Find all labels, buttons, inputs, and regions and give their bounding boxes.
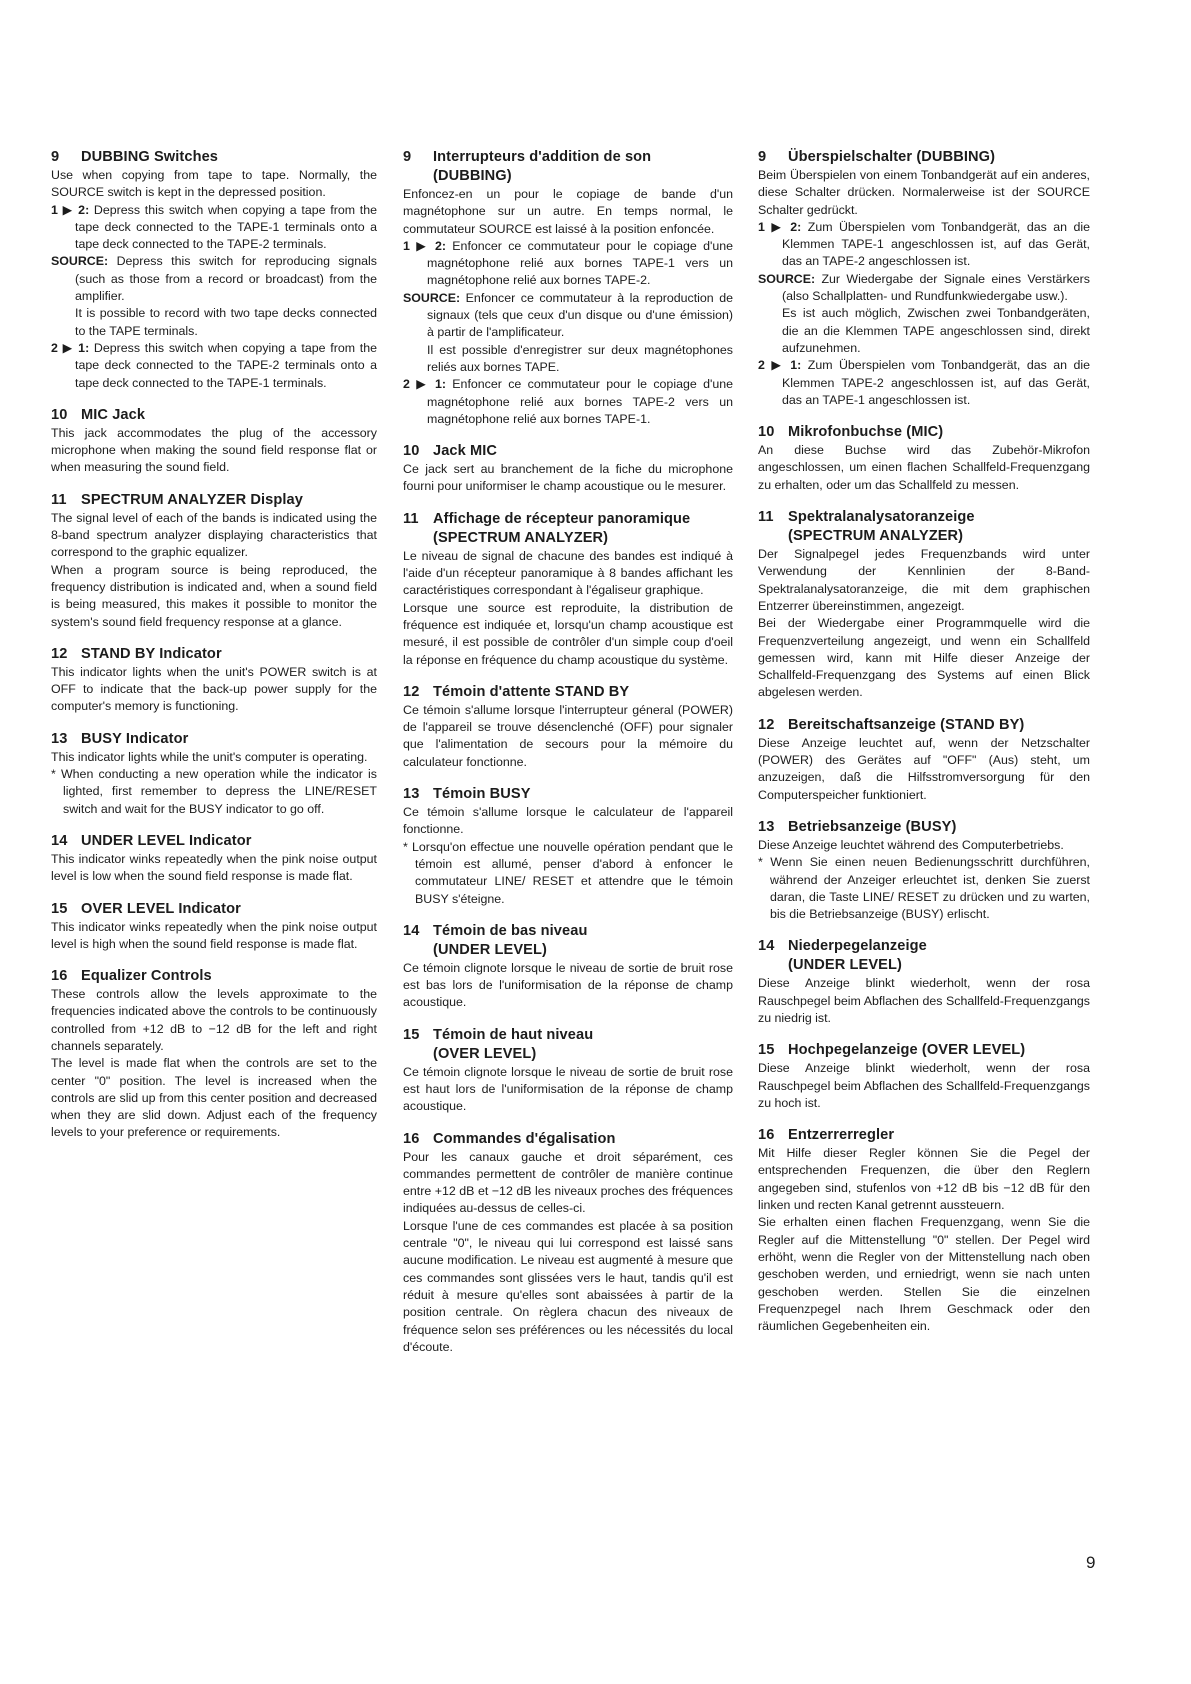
section-under-level <box>51 832 377 886</box>
section-heading: 16 Entzerrerregler <box>758 1127 895 1144</box>
section-heading: 11 Spektralanalysatoranzeige (SPECTRUM ANALYZER) <box>758 509 975 545</box>
section-body: These controls allow the levels approximate to the frequencies indicated above the controls to be continuously controlled from +12 dB to −12 dB for the left and right channels separately. <box>51 987 377 1053</box>
section-body: Ce témoin clignote lorsque le niveau de sortie de bruit rose est bas lors de l'uniformisation de la réponse de champ acoustique. <box>403 960 733 1010</box>
section-over-level <box>51 900 377 954</box>
section-standby-indicator <box>51 645 377 716</box>
section-under-level <box>758 937 1090 1027</box>
section-heading: 13 Témoin BUSY <box>403 786 531 803</box>
section-note: * When conducting a new operation while the indicator is lighted, first remember to depress the LINE/RESET switch and wait for the BUSY indicator to go off. <box>51 767 377 816</box>
section-note: * Wenn Sie einen neuen Bedienungsschritt durchführen, während der Anzeiger erleuchtet ist, denken Sie zuerst daran, die Taste LINE/ RESET zu drücken und zu warten, bis die Betriebsanzeige (BUSY) erlischt. <box>758 855 1090 922</box>
section-equalizer-controls <box>758 1126 1090 1335</box>
item-1-to-2: 1 ▶ 2: Depress this switch when copying a tape from the tape deck connected to the TAPE-1 terminals onto a tape deck connected to the TAPE-2 terminals. <box>51 202 377 252</box>
section-spectrum-analyzer <box>403 510 733 669</box>
section-body: Sie erhalten einen flachen Frequenzgang, wenn Sie die Regler auf die Mittenstellung "0" stellen. Der Pegel wird erhöht, wenn die Regler von der Mittenstellung nach oben geschoben werden, und erniedrigt, wenn sie nach unten geschoben werden. Stellen Sie die einzelnen Frequenzpegel nach Ihrem Geschmack oder den räumlichen Gegebenheiten ein. <box>758 1215 1090 1334</box>
section-body: Bei der Wiedergabe einer Programmquelle wird die Frequenzverteilung angezeigt, und wenn ein Schallfeld gemessen wird, kann mit Hilfe dieser Anzeige der Schallfeld-Frequenzgang des Systems auf einen Blick abgelesen werden. <box>758 616 1090 700</box>
section-mic-jack <box>51 406 377 477</box>
section-intro: Enfoncez-en un pour le copiage de bande d'un magnétophone sur un autre. En temps normal, le commutateur SOURCE est laissé à la position enfoncée. <box>403 187 733 236</box>
section-note: * Lorsqu'on effectue une nouvelle opération pendant que le témoin est allumé, penser d'abord à enfoncer le commutateur LINE/ RESET et attendre que le témoin BUSY s'éteigne. <box>403 839 733 906</box>
section-over-level <box>758 1041 1090 1112</box>
section-heading: 10 MIC Jack <box>51 406 146 423</box>
section-body: Le niveau de signal de chacune des bandes est indiqué à l'aide d'un récepteur panoramique à 8 bandes affichant les caractéristiques correspondant à l'égaliseur graphique. <box>403 548 733 598</box>
section-body: This indicator lights while the unit's computer is operating. <box>51 749 368 764</box>
section-body: Diese Anzeige blinkt wiederholt, wenn der rosa Rauschpegel beim Abflachen des Schallfeld-Frequenzgangs zu hoch ist. <box>758 1061 1090 1110</box>
section-body: Mit Hilfe dieser Regler können Sie die Pegel der entsprechenden Frequenzen, die über den Reglern angegeben sind, stufenlos von +12 dB bis −12 dB für den linken und recten Kanal getrennt aussteuern. <box>758 1146 1090 1213</box>
column-english <box>51 148 377 1156</box>
section-heading: 15 Hochpegelanzeige (OVER LEVEL) <box>758 1042 1026 1059</box>
section-heading: 15 Témoin de haut niveau (OVER LEVEL) <box>403 1026 594 1062</box>
item-source-note: Il est possible d'enregistrer sur deux magnétophones reliés aux bornes TAPE. <box>427 342 733 374</box>
section-dubbing-switches <box>51 148 377 392</box>
section-body: Ce témoin clignote lorsque le niveau de sortie de bruit rose est haut lors de l'uniformisation de la réponse de champ acoustique. <box>403 1064 733 1114</box>
section-heading: 10 Mikrofonbuchse (MIC) <box>758 424 944 441</box>
section-spectrum-analyzer <box>758 508 1090 702</box>
item-2-to-1: 2 ▶ 1: Enfoncer ce commutateur pour le copiage d'une magnétophone relié aux bornes TAPE-2 vers un magnétophone relié aux bornes TAPE-1. <box>403 377 733 426</box>
section-heading: 14 UNDER LEVEL Indicator <box>51 832 252 849</box>
section-body: Diese Anzeige leuchtet auf, wenn der Netzschalter (POWER) des Gerätes auf "OFF" (Aus) steht, um anzuzeigen, daß die Hilfsstromversorgung für den Computerspeicher funktioniert. <box>758 735 1090 802</box>
item-source: SOURCE: Depress this switch for reproducing signals (such as those from a record or broadcast) from the amplifier. <box>51 254 377 304</box>
section-dubbing-switches <box>403 148 733 428</box>
section-body: When a program source is being reproduced, the frequency distribution is indicated and, when a sound field is being measured, this makes it possible to monitor the system's sound field frequency response at a glance. <box>51 562 377 629</box>
section-body: Pour les canaux gauche et droit séparément, ces commandes permettent de contrôler de manière continue entre +12 dB et −12 dB les niveaux proches des fréquences indiquées au-dessus de celles-ci. <box>403 1149 733 1216</box>
section-body: Der Signalpegel jedes Frequenzbands wird unter Verwendung der Kennlinien der 8-Band-Spektralanalysatoranzeige, die mit dem graphischen Entzerrer übereinstimmen, angezeigt. <box>758 547 1090 613</box>
section-body: Ce témoin s'allume lorsque le calculateur de l'appareil fonctionne. <box>403 805 733 837</box>
item-1-to-2: 1 ▶ 2: Zum Überspielen vom Tonbandgerät, das an die Klemmen TAPE-1 angeschlossen ist, auf das Gerät, das an TAPE-2 angeschlossen ist. <box>758 219 1090 269</box>
section-mic-jack <box>403 442 733 496</box>
section-intro: Beim Überspielen von einem Tonbandgerät auf ein anderes, diese Schalter drücken. Normalerweise ist der SOURCE Schalter gedrückt. <box>758 168 1090 217</box>
section-mic-jack <box>758 423 1090 494</box>
section-heading: 10 Jack MIC <box>403 443 498 460</box>
section-heading: 9 Interrupteurs d'addition de son (DUBBING) <box>403 149 652 184</box>
item-source-note: It is possible to record with two tape decks connected to the TAPE terminals. <box>75 306 377 338</box>
section-heading: 13 Betriebsanzeige (BUSY) <box>758 818 957 835</box>
section-intro: Use when copying from tape to tape. Normally, the SOURCE switch is kept in the depressed position. <box>51 168 377 200</box>
section-busy-indicator <box>403 785 733 908</box>
section-dubbing-switches <box>758 148 1090 409</box>
item-source-note: Es ist auch möglich, Zwischen zwei Tonbandgeräten, die an die Klemmen TAPE angeschlossen sind, direkt aufzunehmen. <box>782 306 1090 355</box>
page-number: 9 <box>1086 1553 1096 1572</box>
section-heading: 9 Überspielschalter (DUBBING) <box>758 149 996 165</box>
item-1-to-2: 1 ▶ 2: Enfoncer ce commutateur pour le copiage d'une magnétophone relié aux bornes TAPE-1 vers un magnétophone relié aux bornes TAPE-2. <box>403 238 733 288</box>
section-under-level <box>403 922 733 1012</box>
section-heading: 14 Témoin de bas niveau (UNDER LEVEL) <box>403 922 588 958</box>
section-heading: 9 DUBBING Switches <box>51 149 219 165</box>
section-equalizer-controls <box>403 1130 733 1357</box>
section-body: This indicator winks repeatedly when the pink noise output level is low when the sound field response is made flat. <box>51 851 377 884</box>
section-body: An diese Buchse wird das Zubehör-Mikrofon angeschlossen, um einen flachen Schallfeld-Frequenzgang zu erhalten, oder um das Schallfeld zu messen. <box>758 443 1090 492</box>
item-2-to-1: 2 ▶ 1: Depress this switch when copying a tape from the tape deck connected to the TAPE-2 terminals onto a tape deck connected to the TAPE-1 terminals. <box>51 340 377 390</box>
section-heading: 15 OVER LEVEL Indicator <box>51 900 241 917</box>
section-body: The level is made flat when the controls are set to the center "0" position. The level is increased when the controls are slid up from this center position and decreased when they are slid down. Adjust each of the frequency levels to your preference or requirements. <box>51 1056 377 1140</box>
section-equalizer-controls <box>51 967 377 1142</box>
section-body: Diese Anzeige blinkt wiederholt, wenn der rosa Rauschpegel beim Abflachen des Schallfeld-Frequenzgangs zu niedrig ist. <box>758 976 1090 1025</box>
column-french <box>403 148 733 1370</box>
section-body: This indicator winks repeatedly when the pink noise output level is high when the sound field response is made flat. <box>51 919 377 951</box>
section-standby-indicator <box>403 683 733 771</box>
section-body: This indicator lights when the unit's POWER switch is at OFF to indicate that the back-up power supply for the computer's memory is functioning. <box>51 664 377 714</box>
section-body: The signal level of each of the bands is indicated using the 8-band spectrum analyzer displaying characteristics that correspond to the graphic equalizer. <box>51 510 377 560</box>
section-heading: 11 Affichage de récepteur panoramique (SPECTRUM ANALYZER) <box>403 510 691 546</box>
section-over-level <box>403 1026 733 1116</box>
section-body: Ce témoin s'allume lorsque l'interrupteur géneral (POWER) de l'appareil se trouve désenclenché (OFF) pour signaler que l'alimentation de secours pour la mémoire du calculateur fonctionne. <box>403 702 733 769</box>
section-spectrum-analyzer <box>51 491 377 631</box>
section-heading: 16 Commandes d'égalisation <box>403 1130 616 1147</box>
section-heading: 11 SPECTRUM ANALYZER Display <box>51 491 303 508</box>
section-body: Lorsque une source est reproduite, la distribution de fréquence est indiquée et, lorsqu'un champ acoustique est mesuré, il est possible de contrôler d'un simple coup d'oeil la réponse en fréquence du champ acoustique du système. <box>403 600 733 667</box>
section-heading: 16 Equalizer Controls <box>51 968 212 985</box>
section-body: Ce jack sert au branchement de la fiche du microphone fourni pour uniformiser le champ acoustique ou le mesurer. <box>403 462 733 494</box>
item-source: SOURCE: Zur Wiedergabe der Signale eines Verstärkers (also Schallplatten- und Rundfunkwiedergabe usw.). <box>758 271 1090 304</box>
section-standby-indicator <box>758 716 1090 804</box>
section-heading: 13 BUSY Indicator <box>51 730 189 747</box>
section-heading: 12 STAND BY Indicator <box>51 645 222 662</box>
section-body: Lorsque l'une de ces commandes est placée à sa position centrale "0", le niveau qui lui correspond est laissé sans aucune modification. Le niveau est augmenté à mesure que ces commandes sont glissées vers le haut, tandis qu'il est réduit à mesure qu'elles sont abaissées à partir de la position centrale. On règlera chacun des niveaux de fréquence selon ses préférences ou les nécessités du local d'écoute. <box>403 1218 733 1354</box>
section-body: Diese Anzeige leuchtet während des Computerbetriebs. <box>758 837 1064 852</box>
section-heading: 12 Témoin d'attente STAND BY <box>403 683 630 700</box>
item-2-to-1: 2 ▶ 1: Zum Überspielen vom Tonbandgerät, das an die Klemmen TAPE-2 angeschlossen ist, auf das Gerät, das an TAPE-1 angeschlossen ist. <box>758 358 1090 407</box>
section-body: This jack accommodates the plug of the accessory microphone when making the sound field response flat or when measuring the sound field. <box>51 425 377 475</box>
section-busy-indicator <box>51 730 377 818</box>
section-heading: 12 Bereitschaftsanzeige (STAND BY) <box>758 716 1025 733</box>
section-busy-indicator <box>758 818 1090 923</box>
item-source: SOURCE: Enfoncer ce commutateur à la reproduction de signaux (tels que ceux d'un disque ou d'une émission) à partir de l'amplificateur. <box>403 290 733 340</box>
section-heading: 14 Niederpegelanzeige (UNDER LEVEL) <box>758 938 927 974</box>
column-german <box>758 148 1090 1349</box>
